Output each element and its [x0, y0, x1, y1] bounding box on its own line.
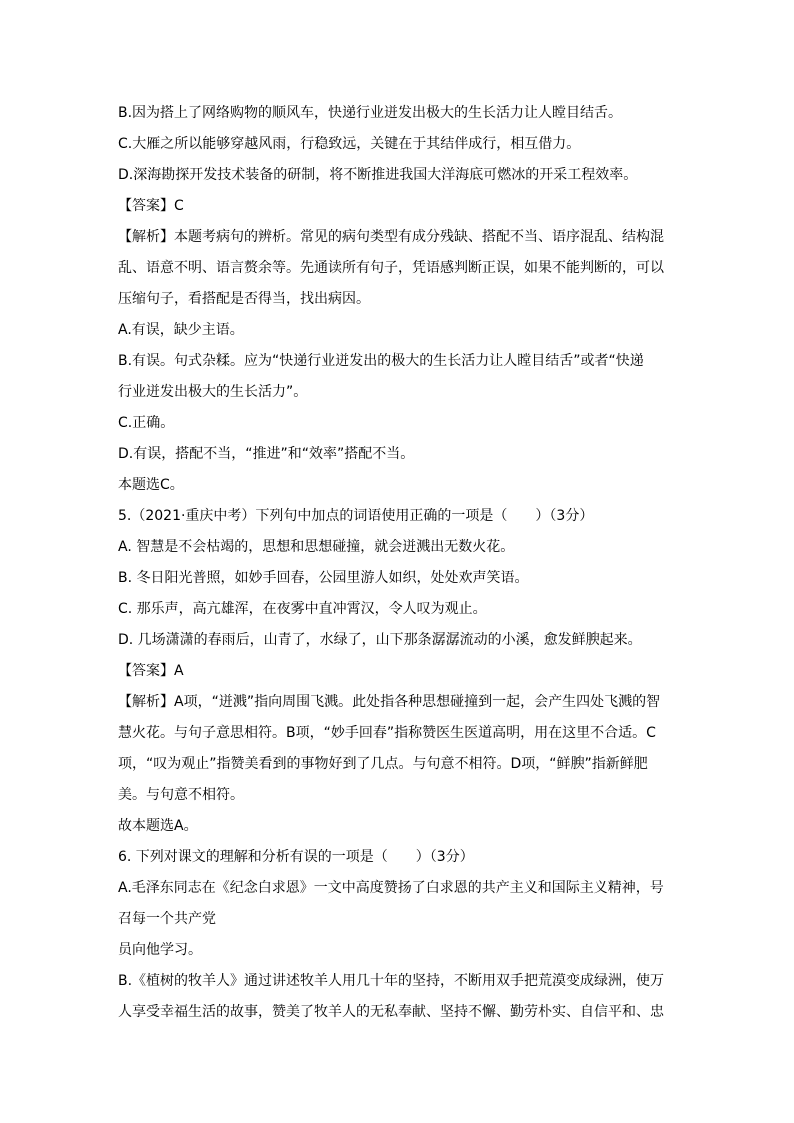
- option-b-line: B.因为搭上了网络购物的顺风车，快递行业迸发出极大的生长活力让人瞠目结舌。: [118, 105, 623, 121]
- q5-analysis-line: 【解析】A项，“迸溅”指向周围飞溅。此处指各种思想碰撞到一起，会产生四处飞溅的智: [118, 694, 661, 710]
- q6-option-a-line: 召每一个共产党: [118, 911, 216, 927]
- option-c-line: C.大雁之所以能够穿越风雨，行稳致远，关键在于其结伴成行，相互借力。: [118, 136, 581, 152]
- q5-analysis-line: 慧火花。与句子意思相符。B项，“妙手回春”指称赞医生医道高明，用在这里不合适。C: [118, 725, 656, 741]
- analysis-option-d-line: D.有误，搭配不当，“推进”和“效率”搭配不当。: [118, 446, 415, 462]
- q5-analysis-line: 项，“叹为观止”指赞美看到的事物好到了几点。与句意不相符。D项，“鲜腴”指新鲜肥: [118, 756, 648, 772]
- analysis-line: 乱、语意不明、语言赘余等。先通读所有句子，凭语感判断正误，如果不能判断的，可以: [118, 260, 664, 276]
- conclusion-line: 本题选C。: [118, 477, 184, 493]
- document-body: [118, 98, 674, 1028]
- analysis-option-c-line: C.正确。: [118, 415, 175, 431]
- q5-conclusion-line: 故本题选A。: [118, 818, 198, 834]
- question-5-line: 5.（2021·重庆中考）下列句中加点的词语使用正确的一项是（ ）（3分）: [118, 508, 594, 524]
- analysis-option-b-line: 行业迸发出极大的生长活力”。: [118, 384, 308, 400]
- q5-option-b-line: B. 冬日阳光普照，如妙手回春，公园里游人如织，处处欢声笑语。: [118, 570, 529, 586]
- analysis-line: 【解析】本题考病句的辨析。常见的病句类型有成分残缺、搭配不当、语序混乱、结构混: [118, 229, 664, 245]
- q6-option-b-line: 人享受幸福生活的故事，赞美了牧羊人的无私奉献、坚持不懈、勤劳朴实、自信平和、忠: [118, 1004, 664, 1020]
- q6-option-a-line: 员向他学习。: [118, 942, 202, 958]
- analysis-option-a-line: A.有误，缺少主语。: [118, 322, 244, 338]
- q5-option-d-line: D. 几场潇潇的春雨后，山青了，水绿了，山下那条潺潺流动的小溪，愈发鲜腴起来。: [118, 632, 642, 648]
- question-6-line: 6. 下列对课文的理解和分析有误的一项是（ ）（3分）: [118, 849, 474, 865]
- q5-option-a-line: A. 智慧是不会枯竭的，思想和思想碰撞，就会迸溅出无数火花。: [118, 539, 515, 555]
- q5-option-c-line: C. 那乐声，高亢雄浑，在夜雾中直冲霄汉，令人叹为观止。: [118, 601, 487, 617]
- q5-answer-line: 【答案】A: [118, 663, 184, 679]
- answer-line: 【答案】C: [118, 198, 184, 214]
- analysis-option-b-line: B.有误。句式杂糅。应为“快递行业迸发出的极大的生长活力让人瞠目结舌”或者“快递: [118, 353, 644, 369]
- analysis-line: 压缩句子，看搭配是否得当，找出病因。: [118, 291, 370, 307]
- q6-option-b-line: B.《植树的牧羊人》通过讲述牧羊人用几十年的坚持，不断用双手把荒漠变成绿洲，使万: [118, 973, 665, 989]
- q6-option-a-line: A.毛泽东同志在《纪念白求恩》一文中高度赞扬了白求恩的共产主义和国际主义精神，号: [118, 880, 664, 896]
- q5-analysis-line: 美。与句意不相符。: [118, 787, 244, 803]
- option-d-line: D.深海勘探开发技术装备的研制，将不断推进我国大洋海底可燃冰的开采工程效率。: [118, 167, 638, 183]
